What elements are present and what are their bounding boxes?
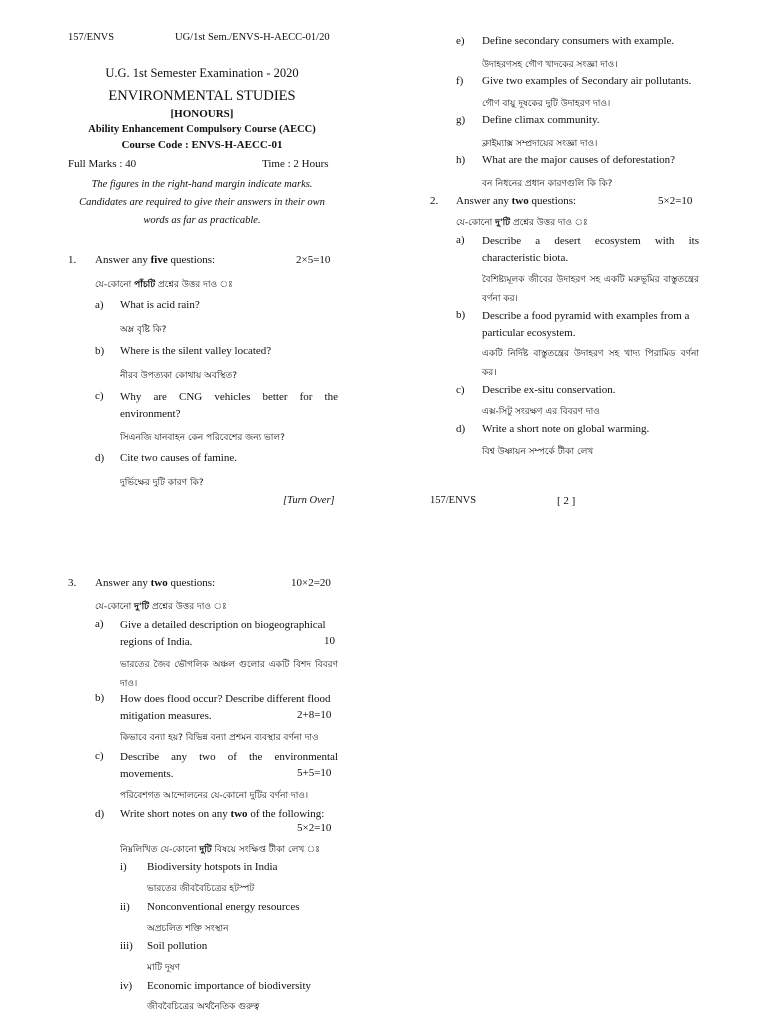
q3a-text-bn: ভারতের জৈব ভৌগলিক অঞ্চল গুলোর একটি বিশদ বিবরণ দাও। [120, 660, 338, 689]
q1f-text: Give two examples of Secondary air pollutants. [482, 75, 692, 87]
q2c-text: Describe ex-situ conservation. [482, 384, 616, 396]
q3d-label: d) [95, 808, 105, 820]
q2b-label: b) [456, 309, 466, 321]
q1c-label: c) [95, 390, 104, 402]
q3-instruction-bn: যে-কোনো দু'টি প্রশ্নের উত্তর দাও ঃ [95, 602, 227, 612]
q1-number: 1. [68, 254, 77, 266]
q3b-text: How does flood occur? Describe different flood mitigation measures. [120, 693, 331, 722]
q1e-text: Define secondary consumers with example. [482, 35, 675, 47]
q1b-label: b) [95, 345, 105, 357]
q2d-label: d) [456, 423, 466, 435]
q3d-ii-text-bn: অপ্রচলিত শক্তি সংস্থান [147, 924, 229, 934]
q1d-text-bn: দুর্ভিক্ষের দুটি কারণ কি? [120, 478, 204, 488]
q3-instruction: Answer any two questions: [95, 577, 216, 589]
footer-page-number: [ 2 ] [557, 495, 576, 507]
footer-page-code: 157/ENVS [430, 495, 477, 506]
q2a-text-bn: বৈশিষ্ট্যমূলক জীবের উদাহরণ সহ একটি মরুভূমির বাস্তুতন্ত্রের বর্ণনা কর। [482, 275, 699, 304]
q2-instruction: Answer any two questions: [456, 195, 577, 207]
time-allowed: Time : 2 Hours [262, 158, 329, 170]
q1d-text: Cite two causes of famine. [120, 452, 237, 464]
turn-over: [Turn Over] [283, 495, 335, 506]
q3b-text-bn: কিভাবে বন্যা হয়? বিভিন্ন বন্যা প্রশমন ব্যবস্থার বর্ণনা দাও [120, 733, 319, 743]
q3d-iv-text: Economic importance of biodiversity [147, 980, 312, 992]
q3d-ii-label: ii) [120, 901, 130, 913]
q3d-iv-label: iv) [120, 980, 133, 992]
q2-marks: 5×2=10 [658, 195, 693, 207]
q2a-label: a) [456, 234, 465, 246]
q2b-text: Describe a food pyramid with examples from a particular ecosystem. [482, 310, 690, 339]
q1c-text: Why are CNG vehicles better for the environment? [120, 391, 338, 420]
q3-number: 3. [68, 577, 77, 589]
q2a-text: Describe a desert ecosystem with its characteristic biota. [482, 235, 699, 264]
page-code: 157/ENVS [68, 32, 115, 43]
exam-title: U.G. 1st Semester Examination - 2020 [105, 66, 299, 80]
course-code: Course Code : ENVS-H-AECC-01 [121, 139, 283, 151]
q2c-label: c) [456, 384, 465, 396]
q3d-marks: 5×2=10 [297, 822, 332, 834]
q1d-label: d) [95, 452, 105, 464]
q2d-text-bn: বিশ্ব উষ্ণায়ন সম্পর্কে টীকা লেখ [482, 447, 594, 457]
q3c-text: Describe any two of the environmental movements. [120, 751, 338, 780]
instructions: The figures in the right-hand margin indicate marks. Candidates are required to give their answers in their own words as far as practicable. [79, 179, 325, 226]
honours-label: [HONOURS] [170, 108, 234, 120]
q1a-text-bn: অম্ল বৃষ্টি কি? [120, 325, 167, 335]
q1h-text: What are the major causes of deforestation? [482, 154, 676, 166]
q2d-text: Write a short note on global warming. [482, 423, 650, 435]
q1b-text: Where is the silent valley located? [120, 345, 272, 357]
q1-instruction: Answer any five questions: [95, 254, 216, 266]
q3b-label: b) [95, 692, 105, 704]
q1e-label: e) [456, 35, 465, 47]
q1h-text-bn: বন নিধনের প্রধান কারণগুলি কি কি? [482, 179, 613, 189]
q1f-text-bn: গৌণ বায়ু দূষকের দুটি উদাহরণ দাও। [482, 99, 611, 109]
full-marks: Full Marks : 40 [68, 158, 137, 170]
q3b-marks: 2+8=10 [297, 709, 332, 721]
q3c-text-bn: পরিবেশগত আন্দোলনের যে-কোনো দুটির বর্ণনা দাও। [120, 791, 309, 801]
q3d-text: Write short notes on any two of the following: [120, 808, 325, 820]
q1f-label: f) [456, 75, 464, 87]
q3d-iii-text: Soil pollution [147, 940, 208, 952]
q2-number: 2. [430, 195, 439, 207]
q1e-text-bn: উদাহরণসহ গৌণ খাদকের সংজ্ঞা দাও। [482, 60, 618, 70]
q1g-label: g) [456, 114, 466, 126]
q1h-label: h) [456, 154, 466, 166]
paper-code: UG/1st Sem./ENVS-H-AECC-01/20 [175, 32, 330, 43]
q2c-text-bn: এক্স-সিটু সংরক্ষণ এর বিবরণ দাও [482, 407, 600, 417]
q1c-text-bn: সিএনজি যানবাহন কেন পরিবেশের জন্য ভাল? [120, 433, 285, 443]
q3d-ii-text: Nonconventional energy resources [147, 901, 300, 913]
q3d-i-text: Biodiversity hotspots in India [147, 861, 278, 873]
q3a-label: a) [95, 618, 104, 630]
q1g-text-bn: ক্লাইম্যাক্স সম্প্রদায়ের সংজ্ঞা দাও। [482, 139, 598, 149]
q3a-marks: 10 [324, 635, 335, 647]
q3d-i-text-bn: ভারতের জীববৈচিত্রের হটস্পট [147, 884, 255, 894]
q3a-text: Give a detailed description on biogeographical regions of India. [120, 619, 326, 648]
q1-marks: 2×5=10 [296, 254, 331, 266]
q3d-text-bn: নিম্নলিখিত যে-কোনো দুটি বিষয়ে সংক্ষিপ্ত টীকা লেখ ঃ [120, 845, 320, 855]
q3c-label: c) [95, 750, 104, 762]
q3d-iv-text-bn: জীববৈচিত্রের অর্থনৈতিক গুরুত্ব [147, 1002, 260, 1012]
q1-instruction-bn: যে-কোনো পাঁচটি প্রশ্নের উত্তর দাও ঃ [95, 280, 233, 290]
q3d-i-label: i) [120, 861, 127, 873]
q1a-label: a) [95, 299, 104, 311]
q1g-text: Define climax community. [482, 114, 600, 126]
q2-instruction-bn: যে-কোনো দু'টি প্রশ্নের উত্তর দাও ঃ [456, 218, 588, 228]
q1a-text: What is acid rain? [120, 299, 200, 311]
q3d-iii-label: iii) [120, 940, 133, 952]
q1b-text-bn: নীরব উপত্যকা কোথায় অবস্থিত? [120, 371, 238, 381]
q3c-marks: 5+5=10 [297, 767, 332, 779]
q3d-iii-text-bn: মাটি দূষণ [147, 963, 181, 973]
subject-title: ENVIRONMENTAL STUDIES [108, 88, 296, 104]
q2b-text-bn: একটি নির্দিষ্ট বাস্তুতন্ত্রের উদাহরণ সহ খাদ্য পিরামিড বর্ণনা কর। [482, 349, 699, 378]
q3-marks: 10×2=20 [291, 577, 331, 589]
course-name: Ability Enhancement Compulsory Course (AECC) [88, 124, 316, 135]
